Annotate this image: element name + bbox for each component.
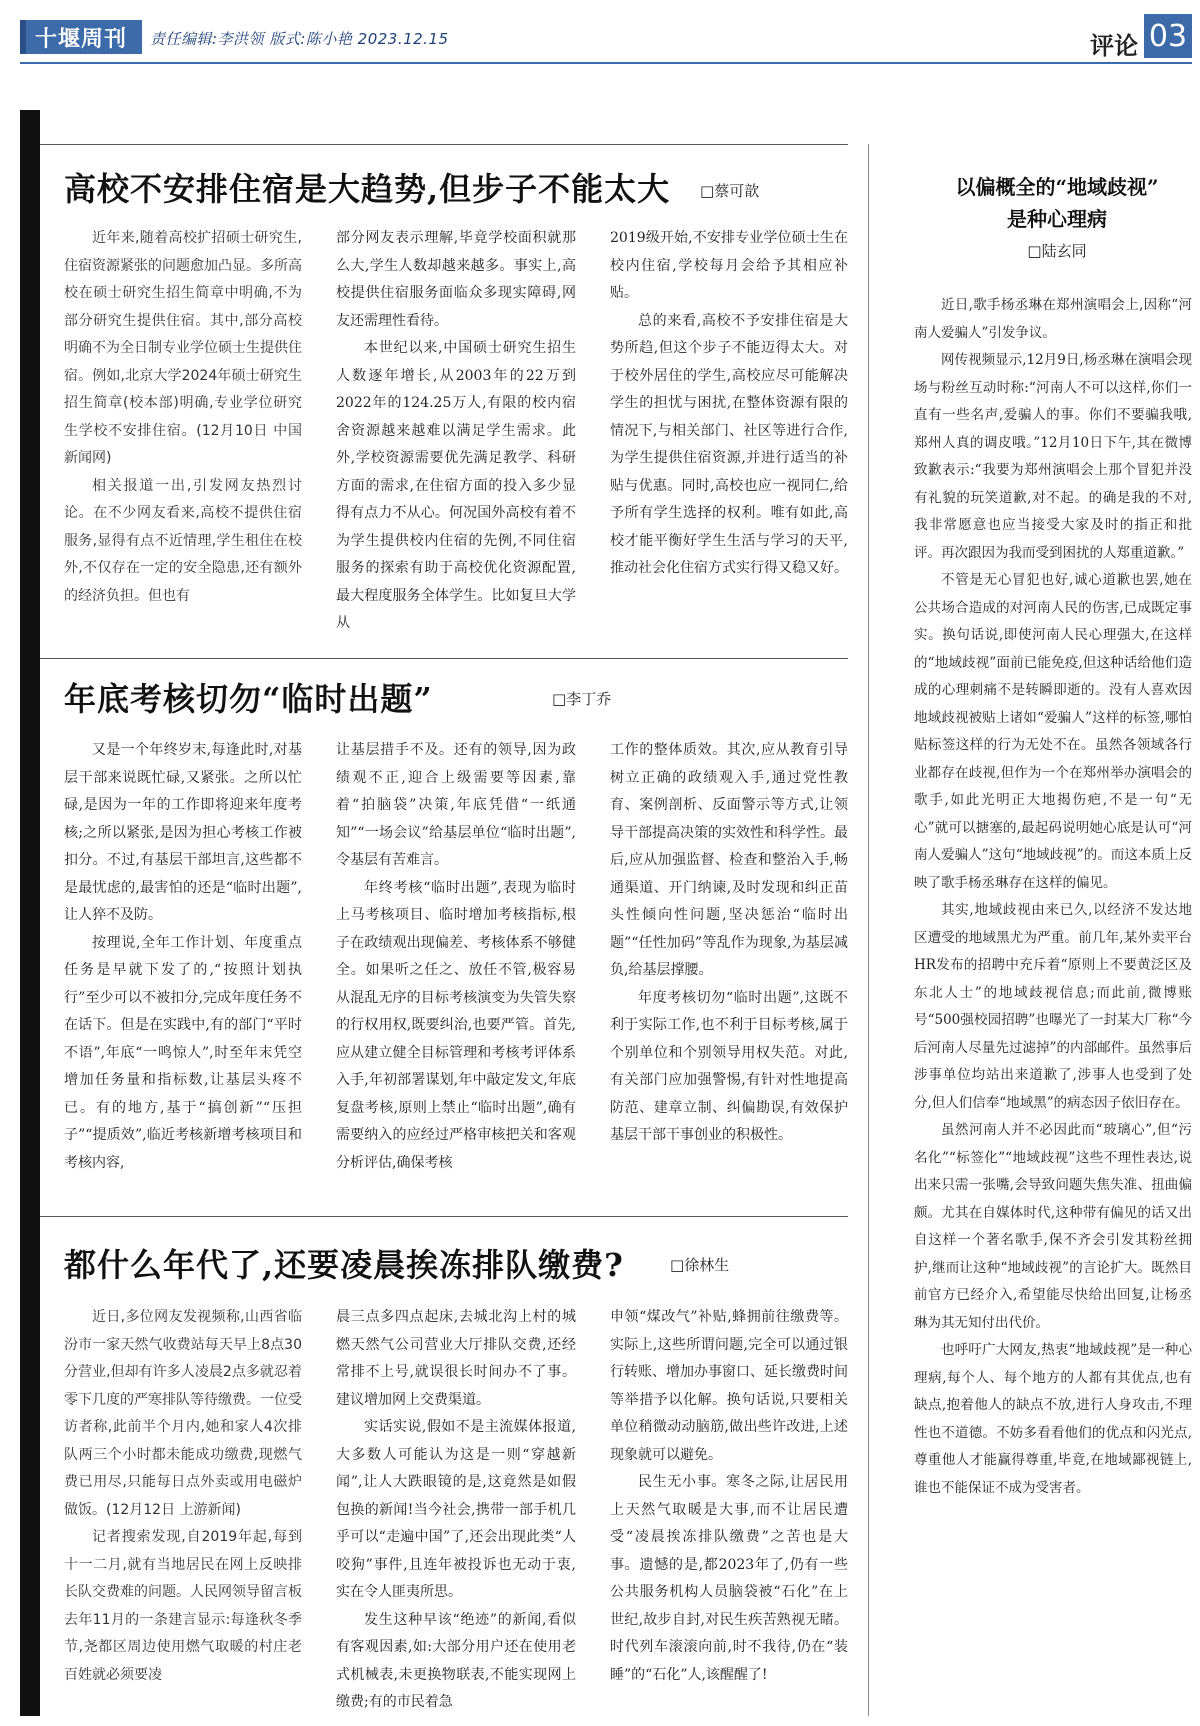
article2-col1-p2: 按理说,全年工作计划、年度重点任务是早就下发了的,“按照计划执行”至少可以不被扣分,完成年度任务不在话下。但是在实践中,有的部门“平时不语”,年底“一鸣惊人”,时至年末凭空增加任务量和指标数,让基层头疼不已。有的地方,基于“搞创新”“压担子”“提质效”,临近考核新增考核项目和考核内容, [64,934,302,1171]
side-article-p1: 近日,歌手杨丞琳在郑州演唱会上,因称“河南人爱骗人”引发争议。 [914,297,1192,341]
article1-byline: □ 蔡可歆 [700,180,759,201]
article3-byline: □ 徐林生 [670,1254,729,1275]
article2-byline: □ 李丁乔 [552,688,611,709]
header-rule [20,62,1192,64]
article2-col3-p1: 工作的整体质效。其次,应从教育引导树立正确的政绩观入手,通过党性教育、案例剖析、反面警示等方式,让领导干部提高决策的实效性和科学性。最后,应从加强监督、检查和整治入手,畅通渠道、开门纳谏,及时发现和纠正苗头性倾向性问题,坚决惩治“临时出题”“任性加码”等乱作为现象,为基层减负,给基层撑腰。 [610,742,848,978]
article3-col1-p2: 记者搜索发现,自2019年起,每到十一二月,就有当地居民在网上反映排长队交费难的问题。人民网领导留言板去年11月的一条建言显示:每逢秋冬季节,尧都区周边使用燃气取暖的村庄老百姓就必须要凌 [64,1529,302,1683]
article3-col2-p3: 发生这种早该“绝迹”的新闻,看似有客观因素,如:大部分用户还在使用老式机械表,未更换物联表,不能实现网上缴费;有的市民着急 [336,1611,576,1710]
article1-col1 [64,225,302,641]
article3-col1 [64,1304,302,1716]
article1-bottom-rule [40,658,848,659]
side-article-p6: 也呼吁广大网友,热衷“地域歧视”是一种心理病,每个人、每个地方的人都有其优点,也有缺点,抱着他人的缺点不放,进行人身攻击,不理性也不道德。不妨多看看他们的优点和闪光点,尊重他人才能赢得尊重,毕竟,在地域鄙视链上,谁也不能保证不成为受害者。 [914,1342,1192,1496]
article2-col2 [336,737,576,1197]
side-article-p2: 网传视频显示,12月9日,杨丞琳在演唱会现场与粉丝互动时称:“河南人不可以这样,你们一直有一些名声,爱骗人的事。你们不要骗我哦,郑州人真的调皮哦。”12月10日下午,其在微博致歉表示:“我要为郑州演唱会上那个冒犯并没有礼貌的玩笑道歉,对不起。的确是我的不对,我非常愿意也应当接受大家及时的指正和批评。再次跟因为我而受到困扰的人郑重道歉。” [914,352,1192,561]
article3-col3-p2: 民生无小事。寒冬之际,让居民用上天然气取暖是大事,而不让居民遭受“凌晨挨冻排队缴费”之苦也是大事。遗憾的是,都2023年了,仍有一些公共服务机构人员脑袋被“石化”在上世纪,故步自封,对民生疾苦熟视无睹。时代列车滚滚向前,时不我待,仍在“装睡”的“石化”人,该醒醒了! [610,1474,848,1683]
article3-col3-p1: 申领“煤改气”补贴,蜂拥前往缴费等。实际上,这些所谓问题,完全可以通过银行转账、增加办事窗口、延长缴费时间等举措予以化解。换句话说,只要相关单位稍微动动脑筋,做出些许改进,上述现象就可以避免。 [610,1309,848,1463]
side-article-title-line1: 以偏概全的“地域歧视” [955,175,1159,199]
side-article-byline: □ 陆玄同 [922,240,1192,261]
side-article-p5: 虽然河南人并不必因此而“玻璃心”,但“污名化”“标签化”“地域歧视”这些不理性表达,说出来只需一张嘴,会导致问题失焦失准、扭曲偏颇。尤其在自媒体时代,这种带有偏见的话又出自这样一个著名歌手,保不齐会引发其粉丝拥护,继而让这种“地域歧视”的言论扩大。既然目前官方已经介入,希望能尽快给出回复,让杨丞琳为其无知付出代价。 [914,1122,1192,1331]
article3-col2-p2: 实话实说,假如不是主流媒体报道,大多数人可能认为这是一则“穿越新闻”,让人大跌眼镜的是,这竟然是如假包换的新闻!当今社会,携带一部手机几乎可以“走遍中国”了,还会出现此类“人咬狗”事件,且连年被投诉也无动于衷,实在令人匪夷所思。 [336,1419,576,1600]
article1-col2-p2: 本世纪以来,中国硕士研究生招生人数逐年增长,从2003年的22万到2022年的124.25万人,有限的校内宿舍资源越来越难以满足学生需求。此外,学校资源需要优先满足教学、科研方面的需求,在住宿方面的投入多少显得有点力不从心。何况国外高校有着不为学生提供校内住宿的先例,不同住宿服务的探索有助于高校优化资源配置,最大程度服务全体学生。比如复旦大学从 [336,340,576,631]
article1-col3-p1: 2019级开始,不安排专业学位硕士生在校内住宿,学校每月会给予其相应补贴。 [610,230,848,301]
article2-col3-p2: 年度考核切勿“临时出题”,这既不利于实际工作,也不利于目标考核,属于个别单位和个别领导用权失范。对此,有关部门应加强警惕,有针对性地提高防范、建章立制、纠偏勘误,有效保护基层干部干事创业的积极性。 [610,989,848,1143]
article2-col1-p1: 又是一个年终岁末,每逢此时,对基层干部来说既忙碌,又紧张。之所以忙碌,是因为一年的工作即将迎来年度考核;之所以紧张,是因为担心考核工作被扣分。不过,有基层干部坦言,这些都不是最忧虑的,最害怕的还是“临时出题”,让人猝不及防。 [64,742,302,923]
article3-col2-p1: 晨三点多四点起床,去城北沟上村的城燃天然气公司营业大厅排队交费,还经常排不上号,就误很长时间办不了事。建议增加网上交费渠道。 [336,1309,576,1408]
side-article-title-line2: 是种心理病 [1007,207,1107,231]
article3-col2 [336,1304,576,1716]
side-article-body [914,292,1192,1716]
page-credits: 责任编辑:李洪领 版式:陈小艳 2023.12.15 [150,30,449,48]
article1-title: 高校不安排住宿是大趋势,但步子不能太大 [64,170,671,208]
article1-col1-p1: 近年来,随着高校扩招硕士研究生,住宿资源紧张的问题愈加凸显。多所高校在硕士研究生招生简章中明确,不为部分研究生提供住宿。其中,部分高校明确不为全日制专业学位硕士生提供住宿。例如,北京大学2024年硕士研究生招生简章(校本部)明确,专业学位研究生学校不安排住宿。(12月10日 中国新闻网) [64,230,302,466]
main-side-divider [868,144,869,1716]
article2-bottom-rule [40,1216,848,1217]
article3-title: 都什么年代了,还要凌晨挨冻排队缴费? [64,1246,624,1284]
section-label: 评论 [1090,32,1138,60]
article2-col3 [610,737,848,1197]
article1-top-rule [40,144,848,145]
article1-col3 [610,225,848,641]
side-article-p4: 其实,地域歧视由来已久,以经济不发达地区遭受的地域黑尤为严重。前几年,某外卖平台HR发布的招聘中充斥着“原则上不要黄泛区及东北人士”的地域歧视信息;而此前,微博账号“500强校园招聘”也曝光了一封某大厂称“今后河南人尽量先过滤掉”的内部邮件。虽然事后涉事单位均站出来道歉了,涉事人也受到了处分,但人们信奉“地域黑”的病态因子依旧存在。 [914,902,1192,1111]
side-article-p3: 不管是无心冒犯也好,诚心道歉也罢,她在公共场合造成的对河南人民的伤害,已成既定事实。换句话说,即使河南人民心理强大,在这样的“地域歧视”面前已能免疫,但这种话给他们造成的心理刺痛不是转瞬即逝的。没有人喜欢因地域歧视被贴上诸如“爱骗人”这样的标签,哪怕贴标签这样的行为无处不在。虽然各领域各行业都存在歧视,但作为一个在郑州举办演唱会的歌手,如此光明正大地揭伤疤,不是一句“无心”就可以搪塞的,最起码说明她心底是认可“河南人爱骗人”这句“地域歧视”的。而这本质上反映了歌手杨丞琳存在这样的偏见。 [914,572,1192,891]
article2-col2-p1: 让基层措手不及。还有的领导,因为政绩观不正,迎合上级需要等因素,靠着“拍脑袋”决策,年底凭借“一纸通知”“一场会议”给基层单位“临时出题”,令基层有苦难言。 [336,742,576,868]
left-decorative-bar [20,110,40,1716]
article1-col2-p1: 部分网友表示理解,毕竟学校面积就那么大,学生人数却越来越多。事实上,高校提供住宿服务面临众多现实障碍,网友还需理性看待。 [336,230,576,329]
masthead-logo [20,20,142,54]
article3-col1-p1: 近日,多位网友发视频称,山西省临汾市一家天然气收费站每天早上8点30分营业,但却有许多人凌晨2点多就忍着零下几度的严寒排队等待缴费。一位受访者称,此前半个月内,她和家人4次排队两三个小时都未能成功缴费,现燃气费已用尽,只能每日点外卖或用电磁炉做饭。(12月12日 上游新闻) [64,1309,302,1518]
article1-col2 [336,225,576,641]
article1-col1-p2: 相关报道一出,引发网友热烈讨论。在不少网友看来,高校不提供住宿服务,显得有点不近情理,学生租住在校外,不仅存在一定的安全隐患,还有额外的经济负担。但也有 [64,477,302,604]
article3-col3 [610,1304,848,1716]
page-number: 03 [1144,14,1192,58]
masthead-text: 十堰周刊 [34,25,127,52]
article2-title: 年底考核切勿“临时出题” [64,680,433,718]
article1-col3-p2: 总的来看,高校不予安排住宿是大势所趋,但这个步子不能迈得太大。对于校外居住的学生,高校应尽可能解决学生的担忧与困扰,在整体资源有限的情况下,与相关部门、社区等进行合作,为学生提供住宿资源,并进行适当的补贴与优惠。同时,高校也应一视同仁,给予所有学生选择的权利。唯有如此,高校才能平衡好学生生活与学习的天平,推动社会化住宿方式实行得又稳又好。 [610,312,848,576]
article2-col1 [64,737,302,1197]
article2-col2-p2: 年终考核“临时出题”,表现为临时上马考核项目、临时增加考核指标,根子在政绩观出现偏差、考核体系不够健全。如果听之任之、放任不管,极容易从混乱无序的目标考核演变为失管失察的行权用权,既要纠治,也要严管。首先,应从建立健全目标管理和考核考评体系入手,年初部署谋划,年中敲定发文,年底复盘考核,原则上禁止“临时出题”,确有需要纳入的应经过严格审核把关和客观分析评估,确保考核 [336,879,576,1171]
